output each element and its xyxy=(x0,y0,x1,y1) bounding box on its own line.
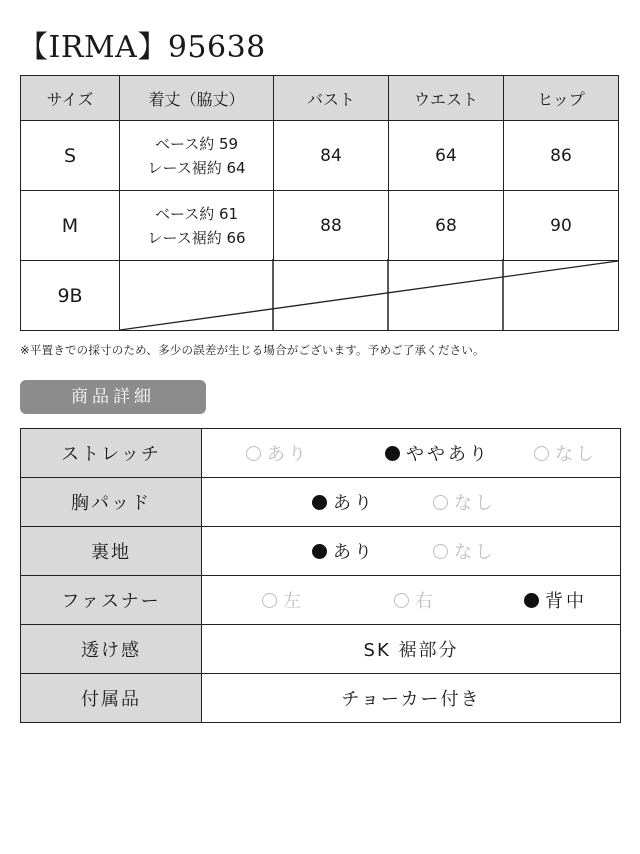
detail-row-stretch xyxy=(21,429,621,478)
option: 背中 xyxy=(524,587,587,613)
length-cell xyxy=(120,191,274,261)
sheer-value: SK 裾部分 xyxy=(202,625,621,674)
option: あり xyxy=(312,489,375,515)
measurement-note: ※平置きでの採寸のため、多少の誤差が生じる場合がございます。予めご了承ください。 xyxy=(20,343,485,357)
detail-label: ストレッチ xyxy=(21,429,202,478)
length-cell xyxy=(120,121,274,191)
section-title: 商品詳細 xyxy=(20,380,206,414)
detail-label: 裏地 xyxy=(21,527,202,576)
filled-circle-icon xyxy=(312,495,327,510)
accessory-value: チョーカー付き xyxy=(202,674,621,723)
circle-icon xyxy=(433,544,448,559)
size-label: M xyxy=(21,191,120,261)
header-size: サイズ xyxy=(21,76,120,121)
zipper-options xyxy=(202,576,620,624)
table-row xyxy=(21,261,619,331)
option: 左 xyxy=(262,587,304,613)
table-row xyxy=(21,121,619,191)
header-hip: ヒップ xyxy=(504,76,619,121)
table-row xyxy=(21,191,619,261)
length-base: ベース約 59 xyxy=(154,134,239,153)
filled-circle-icon xyxy=(312,544,327,559)
filled-circle-icon xyxy=(524,593,539,608)
length-lace: レース裾約 64 xyxy=(147,158,246,177)
circle-icon xyxy=(534,446,549,461)
circle-icon xyxy=(262,593,277,608)
size-label: 9B xyxy=(21,261,120,331)
size-table xyxy=(20,75,619,331)
stretch-options xyxy=(202,429,620,477)
option: なし xyxy=(433,538,496,564)
detail-row-sheer xyxy=(21,625,621,674)
hip-value: 86 xyxy=(504,121,619,191)
lining-options xyxy=(202,527,620,575)
waist-value: 68 xyxy=(389,191,504,261)
detail-row-pad xyxy=(21,478,621,527)
circle-icon xyxy=(433,495,448,510)
size-table-header xyxy=(21,76,619,121)
detail-table xyxy=(20,428,621,723)
waist-value: 64 xyxy=(389,121,504,191)
circle-icon xyxy=(394,593,409,608)
detail-row-lining xyxy=(21,527,621,576)
circle-icon xyxy=(246,446,261,461)
length-base: ベース約 61 xyxy=(154,204,239,223)
header-bust: バスト xyxy=(274,76,389,121)
detail-row-accessory xyxy=(21,674,621,723)
option: あり xyxy=(246,440,309,466)
option: あり xyxy=(312,538,375,564)
header-waist: ウエスト xyxy=(389,76,504,121)
header-length: 着丈（脇丈） xyxy=(120,76,274,121)
length-lace: レース裾約 66 xyxy=(147,228,246,247)
size-label: S xyxy=(21,121,120,191)
pad-options xyxy=(202,478,620,526)
hip-value: 90 xyxy=(504,191,619,261)
option: なし xyxy=(433,489,496,515)
detail-row-zipper xyxy=(21,576,621,625)
bust-value: 84 xyxy=(274,121,389,191)
option: ややあり xyxy=(385,440,490,466)
detail-label: 胸パッド xyxy=(21,478,202,527)
option: 右 xyxy=(394,587,436,613)
bust-value: 88 xyxy=(274,191,389,261)
filled-circle-icon xyxy=(385,446,400,461)
diagonal-strike xyxy=(120,261,618,330)
not-available-cell xyxy=(120,261,619,331)
detail-label: 付属品 xyxy=(21,674,202,723)
option: なし xyxy=(534,440,597,466)
detail-label: ファスナー xyxy=(21,576,202,625)
page-title: 【IRMA】95638 xyxy=(18,30,266,65)
detail-label: 透け感 xyxy=(21,625,202,674)
